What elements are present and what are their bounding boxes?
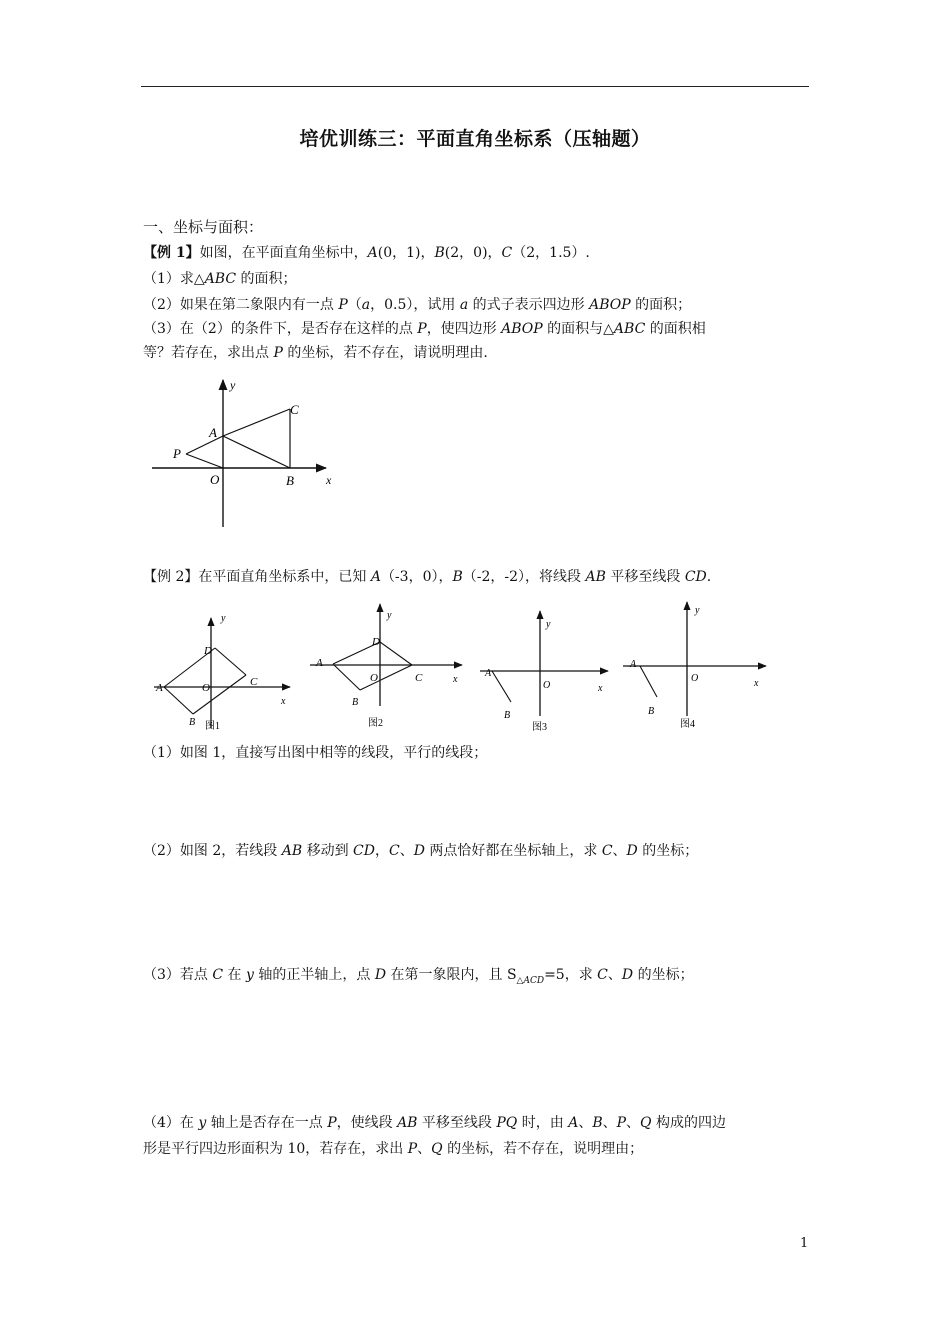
x-label: x (326, 473, 332, 487)
ex1-text: ，使四边形 (426, 321, 502, 337)
fig2-D-label: D (372, 636, 380, 648)
ex2-var: D (626, 843, 638, 859)
fig1-segment-DC (215, 648, 246, 675)
fig2-B-label: B (352, 697, 359, 708)
ex2-var: P (616, 1115, 627, 1131)
fig2-segment-AB (333, 664, 360, 690)
ex1-text: 的面积； (236, 271, 297, 287)
ex2-text: 在 (223, 967, 246, 983)
fig2-C-label: C (415, 672, 423, 684)
ex2-text: 平移至线段 (605, 569, 685, 585)
ex2-text: 两点恰好都在坐标轴上，求 (424, 843, 602, 859)
ex1-text: （ (347, 297, 362, 313)
ex1-figure (140, 372, 350, 532)
ex1-point: B (434, 245, 445, 261)
fig1-caption: 图1 (205, 721, 220, 732)
fig2-segment-DC (380, 642, 412, 665)
fig1-O-label: O (202, 682, 210, 694)
ex2-var: C (212, 967, 224, 983)
ex2-text: 、 (602, 1115, 617, 1131)
ex2-stem (143, 566, 711, 588)
point-A-label: A (209, 425, 217, 440)
ex2-text: . (706, 569, 712, 585)
ex2-var: AB (397, 1115, 418, 1131)
ex1-text: ，0.5），试用 (370, 297, 460, 313)
ex2-var: B (452, 569, 463, 585)
ex2-text: ， (374, 843, 389, 859)
ex2-text: 的坐标，若不存在，说明理由； (442, 1141, 644, 1157)
segment-PO (186, 454, 223, 468)
ex2-var: D (621, 967, 634, 983)
ex2-text: =5，求 (544, 967, 598, 983)
point-C-label: C (290, 402, 299, 417)
fig3-caption: 图3 (532, 722, 547, 733)
fig1-segment-AB (164, 687, 193, 714)
fig2-y-label: y (387, 610, 392, 621)
ex1-var: P (417, 321, 427, 337)
fig1-y-label: y (221, 613, 226, 624)
y-label: y (230, 378, 236, 392)
fig1-A-label: A (156, 682, 163, 694)
ex1-text: 的坐标，若不存在，请说明理由. (282, 345, 488, 361)
ex1-q3-cont (143, 342, 488, 364)
ex2-text: 轴上是否存在一点 (206, 1115, 328, 1131)
ex1-var: P (338, 297, 348, 313)
ex2-text: 形是平行四边形面积为 10，若存在，求出 (143, 1141, 408, 1157)
fig4-segment-AB (640, 666, 657, 697)
ex2-var: AB (585, 569, 606, 585)
ex2-var: Q (640, 1115, 652, 1131)
ex1-var: ABOP (589, 297, 631, 313)
ex2-text: 的坐标； (633, 967, 694, 983)
fig4-caption: 图4 (680, 719, 695, 730)
ex1-text: （2）如果在第二象限内有一点 (143, 297, 339, 313)
fig1-D-label: D (204, 645, 212, 657)
fig3-O-label: O (543, 680, 551, 691)
ex1-var: a (361, 297, 371, 313)
ex1-text: 的面积相 (645, 321, 706, 337)
ex2-text: （3）若点 (143, 967, 213, 983)
fig1-x-label: x (281, 696, 286, 707)
ex1-q1 (143, 268, 297, 290)
ex2-var: Q (431, 1141, 443, 1157)
ex2-text: 时，由 (517, 1115, 569, 1131)
ex1-var: ABC (204, 271, 237, 287)
ex2-var: D (413, 843, 425, 859)
ex1-q2 (143, 294, 691, 316)
ex1-text: (2，0)， (444, 245, 502, 261)
ex1-text: （2，1.5）. (512, 245, 590, 261)
ex2-tag: 【例 2】 (143, 569, 199, 585)
ex2-q4 (143, 1112, 726, 1134)
ex1-text: （1）求△ (143, 271, 205, 287)
fig2-x-label: x (453, 674, 458, 685)
ex2-var: P (407, 1141, 418, 1157)
ex2-q1: （1）如图 1，直接写出图中相等的线段，平行的线段； (143, 745, 488, 761)
fig3-x-label: x (598, 683, 603, 694)
ex2-var: P (327, 1115, 337, 1131)
ex2-text: 、 (626, 1115, 641, 1131)
segment-PA (186, 436, 223, 454)
ex1-stem (143, 242, 590, 264)
point-P-label: P (173, 446, 181, 461)
ex1-text: 如图，在平面直角坐标中， (199, 245, 368, 261)
ex2-text: （4）在 (143, 1115, 199, 1131)
ex2-q4-cont (143, 1138, 643, 1160)
figure-3 (480, 611, 608, 733)
fig4-x-label: x (754, 678, 759, 689)
ex2-var: D (374, 967, 387, 983)
figure-2 (310, 604, 462, 729)
ex2-var: y (245, 967, 254, 983)
fig2-A-label: A (316, 657, 323, 669)
fig1-C-label: C (250, 676, 258, 688)
page-number: 1 (800, 1236, 809, 1251)
ex2-text: 、 (607, 967, 622, 983)
fig3-A-label: A (485, 668, 492, 679)
ex2-text: 、 (399, 843, 414, 859)
ex2-var: CD (684, 569, 707, 585)
point-B-label: B (286, 473, 294, 488)
ex2-var: CD (353, 843, 375, 859)
ex2-text: ，使线段 (336, 1115, 398, 1131)
ex1-var: a (459, 297, 469, 313)
segment-AC (223, 409, 290, 436)
ex1-text: （3）在（2）的条件下，是否存在这样的点 (143, 321, 418, 337)
ex2-var: C (601, 843, 613, 859)
ex2-text: 在第一象限内，且 S (386, 967, 517, 983)
fig4-A-label: A (630, 659, 637, 670)
section-heading: 一、坐标与面积： (143, 218, 264, 236)
fig3-y-label: y (546, 619, 551, 630)
ex2-var: A (568, 1115, 579, 1131)
ex1-text: 的式子表示四边形 (468, 297, 590, 313)
page-title: 培优训练三：平面直角坐标系（压轴题） (299, 128, 651, 150)
fig3-segment-AB (492, 671, 511, 702)
ex2-text: 、 (612, 843, 627, 859)
figure-4 (623, 602, 766, 730)
ex1-var: ABC (613, 321, 646, 337)
fig4-y-label: y (695, 605, 700, 616)
ex2-var: A (370, 569, 381, 585)
ex2-var: C (597, 967, 608, 983)
fig2-O-label: O (370, 672, 378, 684)
ex1-point: A (367, 245, 378, 261)
ex2-text: 、 (417, 1141, 432, 1157)
fig2-segment-BC (360, 665, 412, 690)
ex2-var: AB (281, 843, 303, 859)
figure-1 (154, 613, 290, 732)
ex2-text: 在平面直角坐标系中，已知 (198, 569, 371, 585)
ex1-point: C (501, 245, 513, 261)
ex2-text: 平移至线段 (417, 1115, 497, 1131)
segment-AB (223, 436, 290, 468)
ex1-tag: 【例 1】 (143, 245, 200, 261)
ex1-text: 的面积； (630, 297, 692, 313)
origin-label: O (210, 472, 220, 487)
ex2-text: 的坐标； (637, 843, 699, 859)
ex2-var: y (198, 1115, 207, 1131)
fig3-B-label: B (504, 710, 511, 721)
ex1-q3 (143, 318, 706, 340)
ex2-text: 构成的四边 (651, 1115, 726, 1131)
ex2-text: 移动到 (302, 843, 354, 859)
ex2-q2 (143, 840, 698, 862)
fig1-segment-BC (193, 675, 246, 714)
header-rule (141, 86, 809, 87)
ex2-text: 、 (578, 1115, 593, 1131)
fig2-caption: 图2 (368, 718, 383, 729)
ex2-text: （-3，0）， (380, 569, 453, 585)
ex2-figures (150, 598, 780, 738)
ex2-text: 轴的正半轴上，点 (253, 967, 375, 983)
ex2-var: B (592, 1115, 603, 1131)
fig4-B-label: B (648, 706, 655, 717)
ex1-text: (0，1)， (377, 245, 435, 261)
ex2-subscript: △ACD (516, 976, 545, 986)
ex1-text: 等？若存在，求出点 (143, 345, 274, 361)
ex2-text: （2）如图 2，若线段 (143, 843, 282, 859)
ex2-var: PQ (496, 1115, 518, 1131)
ex1-text: 的面积与△ (542, 321, 614, 337)
ex1-var: P (273, 345, 283, 361)
ex2-var: C (388, 843, 400, 859)
ex2-text: （-2，-2），将线段 (462, 569, 586, 585)
fig4-O-label: O (691, 673, 699, 684)
ex2-q3 (143, 964, 694, 992)
ex1-var: ABOP (501, 321, 543, 337)
fig1-B-label: B (189, 717, 196, 728)
